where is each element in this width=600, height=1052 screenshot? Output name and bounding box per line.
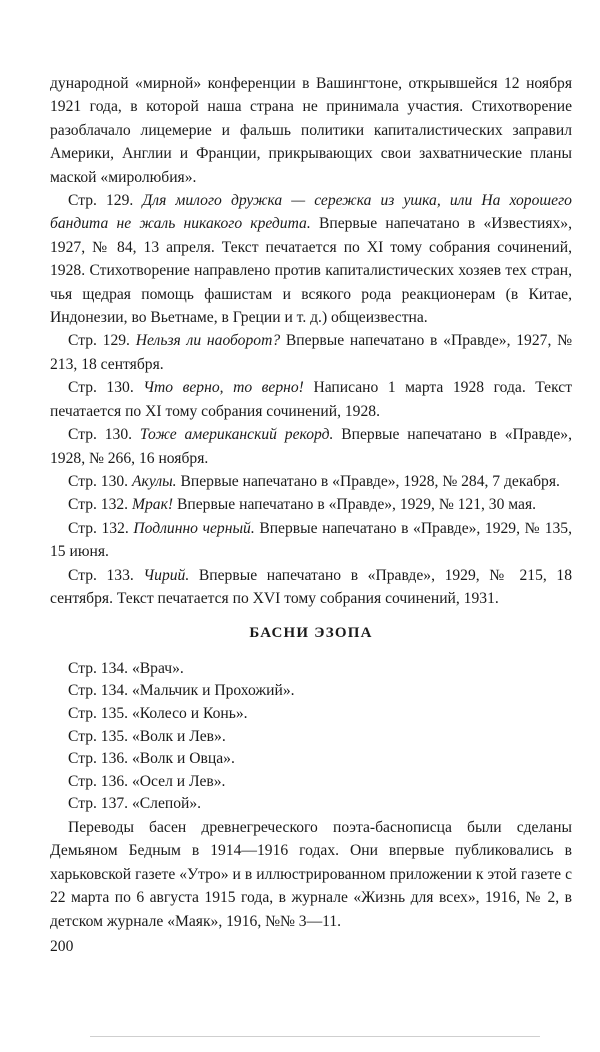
list-item: Стр. 134. «Мальчик и Прохожий». xyxy=(68,682,295,700)
note-text: Написано 1 марта 1928 года. Текст печатается по XI тому собрания сочинений, 1928. xyxy=(50,379,573,420)
note-entry xyxy=(50,423,572,470)
note-entry xyxy=(50,329,572,376)
fables-list xyxy=(50,658,572,816)
note-ref: Стр. 132. xyxy=(68,519,129,537)
intro-paragraph: дународной «мирной» конференции в Вашингтоне, открывшейся 12 ноября 1921 года, в которой наша страна не принимала участия. Стихотворение разоблачало лицемерие и фальшь политики капиталистических заправил Америки, Англии и Франции, прикрывающих свои захватнические планы маской «миролюбия». xyxy=(50,75,572,186)
note-entry xyxy=(50,493,572,516)
note-title: Что верно, то верно! xyxy=(143,379,304,397)
note-entry xyxy=(50,189,572,329)
note-title: Мрак! xyxy=(132,496,174,514)
note-title: Тоже американский рекорд. xyxy=(139,426,334,444)
note-title: Подлинно черный. xyxy=(133,519,255,537)
note-ref: Стр. 130. xyxy=(68,426,133,444)
note-ref: Стр. 130. xyxy=(68,472,129,490)
note-entry xyxy=(50,376,572,423)
closing-paragraph: Переводы басен древнегреческого поэта-баснописца были сделаны Демьяном Бедным в 1914—1916 годах. Они впервые публиковались в харьковской газете «Утро» и в иллюстрированном приложении к этой газете с 22 марта по 6 августа 1915 года, в журнале «Жизнь для всех», 1916, № 2, в детском журнале «Маяк», 1916, №№ 3—11. xyxy=(50,818,572,930)
note-title: Нельзя ли наоборот? xyxy=(135,332,281,350)
note-ref: Стр. 133. xyxy=(68,566,134,584)
note-entry xyxy=(50,564,572,611)
note-title: Акулы. xyxy=(132,472,177,490)
list-item: Стр. 135. «Волк и Лев». xyxy=(68,727,226,745)
note-text: Впервые напечатано в «Правде», 1929, № 135, 15 июня. xyxy=(50,519,573,561)
note-text: Впервые напечатано в «Правде», 1928, № 266, 16 ноября. xyxy=(50,426,572,467)
page-number: 200 xyxy=(50,938,74,955)
note-text: Впервые напечатано в «Правде», 1927, № 213, 18 сентября. xyxy=(50,332,572,373)
note-text: Впервые напечатано в «Известиях», 1927, № 84, 13 апреля. Текст печатается по XI тому собрания сочинений, 1928. Стихотворение направлено против капиталистических хозяев тех стран, чья щедрая помощь фашистам и всякого рода реакционерам (в Китае, Индонезии, во Вьетнаме, в Греции и т. д.) общеизвестна. xyxy=(50,215,572,327)
section-heading: БАСНИ ЭЗОПА xyxy=(249,625,373,642)
note-ref: Стр. 132. xyxy=(68,496,129,514)
note-title: Чирий. xyxy=(143,566,190,584)
bottom-divider xyxy=(90,1036,540,1037)
list-item: Стр. 136. «Осел и Лев». xyxy=(68,772,226,790)
note-ref: Стр. 130. xyxy=(68,379,134,397)
list-item: Стр. 137. «Слепой». xyxy=(68,795,202,813)
note-text: Впервые напечатано в «Правде», 1928, № 284, 7 декабря. xyxy=(180,472,560,490)
list-item: Стр. 134. «Врач». xyxy=(68,659,184,677)
notes-list xyxy=(50,189,572,610)
note-entry xyxy=(50,470,572,493)
note-text: Впервые напечатано в «Правде», 1929, № 215, 18 сентября. Текст печатается по XVI тому собрания сочинений, 1931. xyxy=(50,566,572,607)
note-text: Впервые напечатано в «Правде», 1929, № 121, 30 мая. xyxy=(176,496,537,514)
note-ref: Стр. 129. xyxy=(68,332,130,350)
list-item: Стр. 136. «Волк и Овца». xyxy=(68,750,235,768)
note-ref: Стр. 129. xyxy=(68,192,134,210)
note-entry xyxy=(50,517,572,564)
list-item: Стр. 135. «Колесо и Конь». xyxy=(68,704,248,722)
page-body xyxy=(50,72,572,933)
note-title: Для милого дружка — сережка из ушка, или На хорошего бандита не жаль никакого кредита. xyxy=(50,192,572,233)
